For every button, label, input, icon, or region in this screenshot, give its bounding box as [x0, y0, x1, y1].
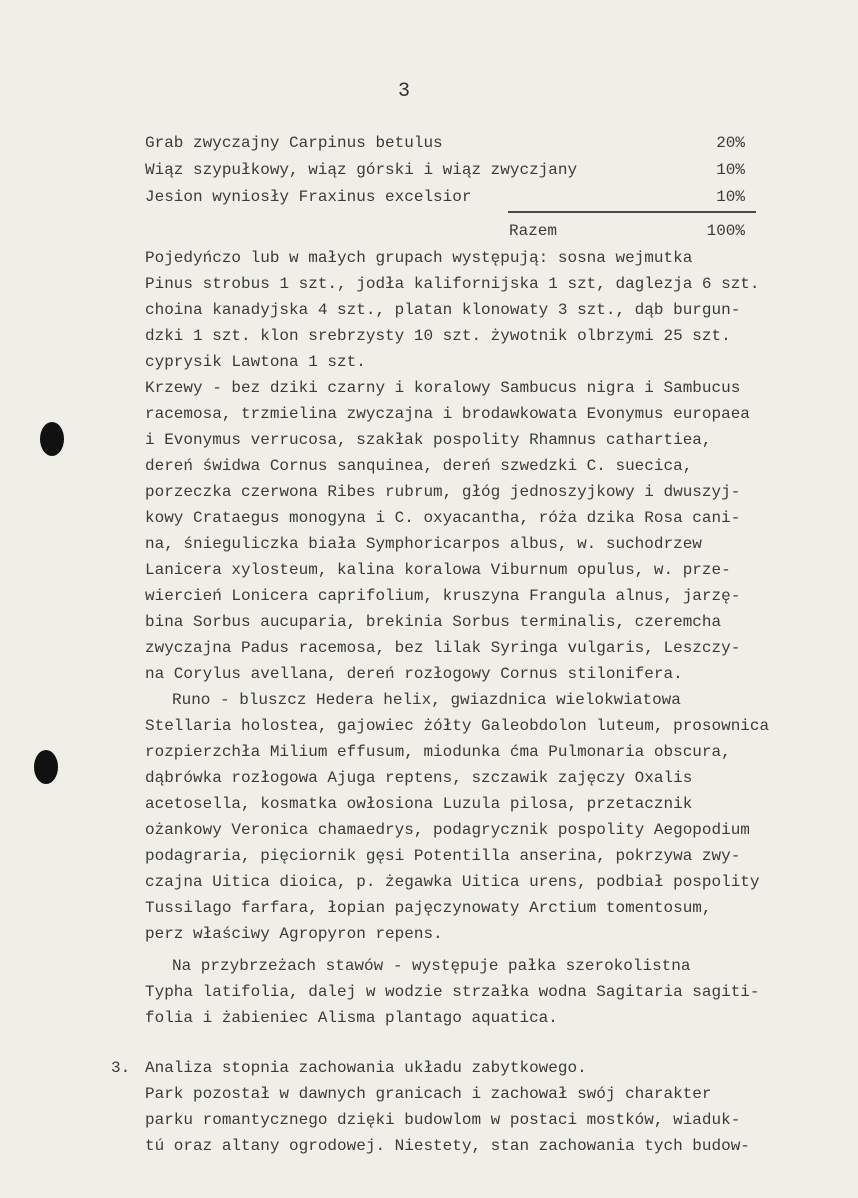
- text-line: perz właściwy Agropyron repens.: [145, 925, 443, 943]
- text-line: rozpierzchła Milium effusum, miodunka ćma Pulmonaria obscura,: [145, 743, 731, 761]
- text-line: i Evonymus verrucosa, szakłak pospolity Rhamnus cathartiea,: [145, 431, 712, 449]
- text-line: czajna Uitica dioica, p. żegawka Uitica urens, podbiał pospolity: [145, 873, 760, 891]
- punch-hole: [40, 422, 64, 456]
- text-line: bina Sorbus aucuparia, brekinia Sorbus terminalis, czeremcha: [145, 613, 722, 631]
- text-line: choina kanadyjska 4 szt., platan klonowaty 3 szt., dąb burgun-: [145, 301, 741, 319]
- text-line: ożankowy Veronica chamaedrys, podagrycznik pospolity Aegopodium: [145, 821, 750, 839]
- text-line: parku romantycznego dzięki budowlom w postaci mostków, wiaduk-: [145, 1111, 741, 1129]
- text-line: dąbrówka rozłogowa Ajuga reptens, szczawik zajęczy Oxalis: [145, 769, 693, 787]
- text-line: Typha latifolia, dalej w wodzie strzałka wodna Sagitaria sagiti-: [145, 983, 760, 1001]
- text-line: dereń świdwa Cornus sanquinea, dereń szwedzki C. suecica,: [145, 457, 693, 475]
- text-line: podagraria, pięciornik gęsi Potentilla anserina, pokrzywa zwy-: [145, 847, 741, 865]
- total-percent: 100%: [706, 222, 745, 240]
- text-line: tú oraz altany ogrodowej. Niestety, stan zachowania tych budow-: [145, 1137, 750, 1155]
- section-title: Analiza stopnia zachowania układu zabytkowego.: [145, 1059, 587, 1077]
- species-percent: 10%: [716, 161, 745, 179]
- text-line: na Corylus avellana, dereń rozłogowy Cornus stilonifera.: [145, 665, 683, 683]
- table-row: [145, 188, 745, 212]
- species-percent: 20%: [716, 134, 745, 152]
- species-name: Wiąz szypułkowy, wiąz górski i wiąz zwyczjany: [145, 161, 578, 179]
- text-line: Tussilago farfara, łopian pajęczynowaty Arctium tomentosum,: [145, 899, 712, 917]
- species-name: Jesion wyniosły Fraxinus excelsior: [145, 188, 472, 206]
- text-line: Na przybrzeżach stawów - występuje pałka szerokolistna: [172, 957, 691, 975]
- total-label: Razem: [509, 222, 558, 240]
- text-line: Park pozostał w dawnych granicach i zachował swój charakter: [145, 1085, 712, 1103]
- punch-hole: [34, 750, 58, 784]
- text-line: Runo - bluszcz Hedera helix, gwiazdnica wielokwiatowa: [172, 691, 681, 709]
- text-line: Pinus strobus 1 szt., jodła kalifornijska 1 szt, daglezja 6 szt.: [145, 275, 760, 293]
- table-total-row: [145, 222, 745, 246]
- text-line: acetosella, kosmatka owłosiona Luzula pilosa, przetacznik: [145, 795, 693, 813]
- text-line: wiercień Lonicera caprifolium, kruszyna Frangula alnus, jarzę-: [145, 587, 741, 605]
- table-row: [145, 134, 745, 158]
- text-line: cyprysik Lawtona 1 szt.: [145, 353, 366, 371]
- species-percent: 10%: [716, 188, 745, 206]
- text-line: Stellaria holostea, gajowiec żółty Galeobdolon luteum, prosownica: [145, 717, 770, 735]
- section-number: 3.: [111, 1059, 131, 1077]
- sum-rule: [508, 211, 756, 213]
- species-name: Grab zwyczajny Carpinus betulus: [145, 134, 443, 152]
- text-line: dzki 1 szt. klon srebrzysty 10 szt. żywotnik olbrzymi 25 szt.: [145, 327, 731, 345]
- text-line: folia i żabieniec Alisma plantago aquatica.: [145, 1009, 558, 1027]
- text-line: Pojedyńczo lub w małych grupach występują: sosna wejmutka: [145, 249, 693, 267]
- text-line: Lanicera xylosteum, kalina koralowa Viburnum opulus, w. prze-: [145, 561, 731, 579]
- text-line: racemosa, trzmielina zwyczajna i brodawkowata Evonymus europaea: [145, 405, 750, 423]
- text-line: zwyczajna Padus racemosa, bez lilak Syringa vulgaris, Leszczy-: [145, 639, 741, 657]
- text-line: porzeczka czerwona Ribes rubrum, głóg jednoszyjkowy i dwuszyj-: [145, 483, 741, 501]
- text-line: Krzewy - bez dziki czarny i koralowy Sambucus nigra i Sambucus: [145, 379, 741, 397]
- text-line: na, śnieguliczka biała Symphoricarpos albus, w. suchodrzew: [145, 535, 702, 553]
- text-line: kowy Crataegus monogyna i C. oxyacantha, róża dzika Rosa cani-: [145, 509, 741, 527]
- table-row: [145, 161, 745, 185]
- page-number: 3: [398, 80, 411, 103]
